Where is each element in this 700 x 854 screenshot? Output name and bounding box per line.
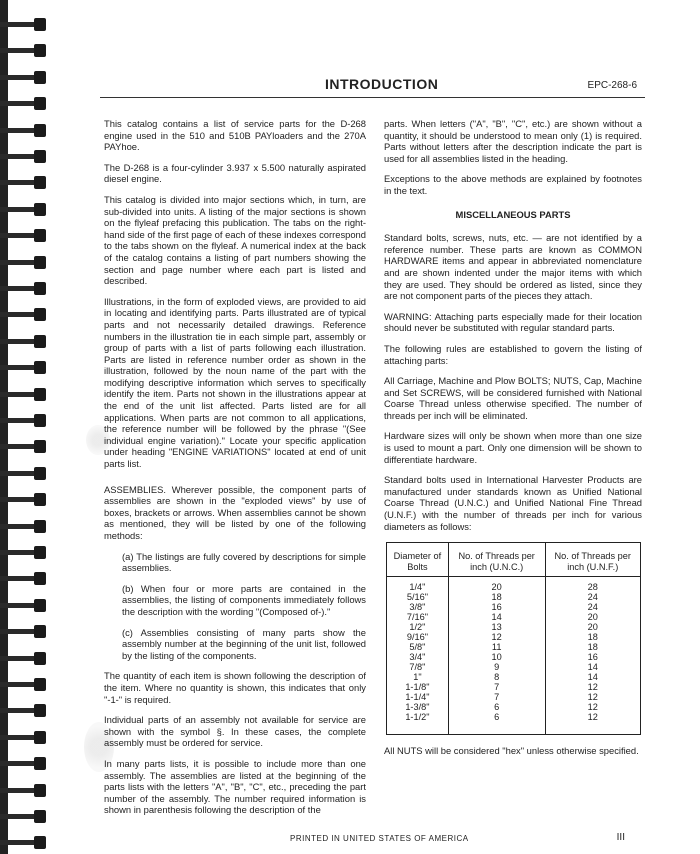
- section-heading: MISCELLANEOUS PARTS: [455, 208, 571, 220]
- binding-ring: [0, 520, 50, 533]
- binding-ring: [0, 810, 50, 823]
- paragraph: Hardware sizes will only be shown when more than one size is used to mount a part. Only one dimension will be shown to differentiate hardware.: [384, 430, 642, 465]
- binding-ring: [0, 176, 50, 189]
- binding-ring: [0, 335, 50, 348]
- binding-ring: [0, 308, 50, 321]
- method-item: (b) When four or more parts are contained in the assemblies, the listing of components immediately follows the description with the wording "(Composed of-).": [122, 582, 366, 617]
- table-cell: 8: [448, 672, 545, 682]
- page-title: INTRODUCTION: [325, 76, 439, 92]
- column-header: No. of Threads per inch (U.N.F.): [545, 543, 641, 577]
- table-cell: 18: [545, 642, 641, 652]
- table-cell: 12: [448, 632, 545, 642]
- table-header-row: [387, 543, 641, 577]
- spiral-binding: [0, 0, 60, 854]
- binding-ring: [0, 704, 50, 717]
- table-cell: 5/16": [387, 592, 449, 602]
- table-cell: 9: [448, 662, 545, 672]
- table-row: [387, 652, 641, 662]
- binding-ring: [0, 203, 50, 216]
- table-cell: 1-1/2": [387, 712, 449, 735]
- table-cell: 14: [545, 662, 641, 672]
- binding-ring: [0, 652, 50, 665]
- binding-ring: [0, 97, 50, 110]
- paragraph: The quantity of each item is shown following the description of the item. Where no quantity is shown, this indicates that only "-1-" is required.: [104, 670, 366, 705]
- table-row: [387, 577, 641, 593]
- binding-ring: [0, 678, 50, 691]
- table-cell: 13: [448, 622, 545, 632]
- table-cell: 1-1/8": [387, 682, 449, 692]
- binding-ring: [0, 18, 50, 31]
- paragraph: This catalog contains a list of service parts for the D-268 engine used in the 510 and 510B PAYloaders and the 270A PAYhoe.: [104, 118, 366, 153]
- table-cell: 7/8": [387, 662, 449, 672]
- table-cell: 12: [545, 702, 641, 712]
- table-cell: 12: [545, 692, 641, 702]
- table-cell: 16: [545, 652, 641, 662]
- paragraph: Standard bolts, screws, nuts, etc. — are not identified by a reference number. These parts are known as COMMON HARDWARE items and appear in abbreviated nomenclature and are shown indented under the major items with which they are used. They should be ordered as listed, since they are not component parts of the pieces they attach.: [384, 232, 642, 302]
- paragraph: In many parts lists, it is possible to include more than one assembly. The assemblies are listed at the beginning of the parts lists with the letters "A", "B", "C", etc., preceding the part number of the assembly. The number required information is shown in parenthesis following the description of the: [104, 757, 366, 816]
- table-cell: 1-1/4": [387, 692, 449, 702]
- binding-ring: [0, 150, 50, 163]
- table-cell: 1/2": [387, 622, 449, 632]
- column-header: No. of Threads per inch (U.N.C.): [448, 543, 545, 577]
- right-column: [384, 118, 642, 766]
- table-cell: 3/4": [387, 652, 449, 662]
- table-cell: 14: [448, 612, 545, 622]
- table-cell: 6: [448, 702, 545, 712]
- table-cell: 7: [448, 692, 545, 702]
- table-cell: 18: [448, 592, 545, 602]
- paragraph: Individual parts of an assembly not available for service are shown with the symbol §. In these cases, the complete assembly must be ordered for service.: [104, 714, 366, 749]
- binding-ring: [0, 414, 50, 427]
- table-cell: 24: [545, 592, 641, 602]
- table-row: [387, 602, 641, 612]
- paragraph: This catalog is divided into major sections which, in turn, are sub-divided into units. A listing of the major sections is shown on the flyleaf prefacing this publication. The tabs on the right-hand side of the first page of each of these indexes correspond to the tabs shown on the flyleaf. A numerical index at the back of the catalog contains a listing of part numbers showing the section and page number where each part is listed and described.: [104, 193, 366, 287]
- table-row: [387, 672, 641, 682]
- table-cell: 12: [545, 682, 641, 692]
- table-row: [387, 632, 641, 642]
- table-cell: 20: [545, 612, 641, 622]
- table-cell: 24: [545, 602, 641, 612]
- method-item: (a) The listings are fully covered by descriptions for simple assemblies.: [122, 550, 366, 574]
- binding-ring: [0, 71, 50, 84]
- page-number: III: [616, 832, 625, 843]
- warning-paragraph: WARNING: Attaching parts especially made for their location should never be substituted with regular standard parts.: [384, 310, 642, 334]
- method-item: (c) Assemblies consisting of many parts show the assembly number at the beginning of the unit list, followed by the listing of the components.: [122, 626, 366, 661]
- binding-ring: [0, 440, 50, 453]
- binding-ring: [0, 784, 50, 797]
- table-row: [387, 692, 641, 702]
- table-cell: 16: [448, 602, 545, 612]
- table-cell: 12: [545, 712, 641, 735]
- binding-ring: [0, 731, 50, 744]
- left-column: [104, 118, 366, 825]
- table-row: [387, 642, 641, 652]
- table-cell: 20: [545, 622, 641, 632]
- column-header: Diameter of Bolts: [387, 543, 449, 577]
- binding-ring: [0, 599, 50, 612]
- binding-ring: [0, 256, 50, 269]
- table-cell: 9/16": [387, 632, 449, 642]
- table-row: [387, 622, 641, 632]
- table-row: [387, 712, 641, 735]
- table-row: [387, 682, 641, 692]
- table-cell: 1/4": [387, 577, 449, 593]
- table-cell: 5/8": [387, 642, 449, 652]
- table-row: [387, 702, 641, 712]
- table-row: [387, 662, 641, 672]
- nuts-note: All NUTS will be considered "hex" unless otherwise specified.: [384, 745, 639, 757]
- paragraph: The following rules are established to govern the listing of attaching parts:: [384, 342, 642, 366]
- paragraph: Standard bolts used in International Harvester Products are manufactured under standards known as Unified National Coarse Thread (U.N.C.) and Unified National Fine Thread (U.N.F.) with the number of threads per inch for various diameters as follows:: [384, 474, 642, 532]
- table-cell: 10: [448, 652, 545, 662]
- binding-ring: [0, 757, 50, 770]
- table-cell: 3/8": [387, 602, 449, 612]
- binding-ring: [0, 388, 50, 401]
- table-row: [387, 592, 641, 602]
- binding-ring: [0, 282, 50, 295]
- binding-ring: [0, 836, 50, 849]
- binding-ring: [0, 572, 50, 585]
- binding-ring: [0, 493, 50, 506]
- table-cell: 7/16": [387, 612, 449, 622]
- table-cell: 1-3/8": [387, 702, 449, 712]
- binding-ring: [0, 467, 50, 480]
- table-cell: 1": [387, 672, 449, 682]
- table-cell: 6: [448, 712, 545, 735]
- table-cell: 7: [448, 682, 545, 692]
- binding-ring: [0, 44, 50, 57]
- title-rule: [100, 97, 645, 98]
- document-page: [100, 70, 645, 850]
- table-cell: 14: [545, 672, 641, 682]
- paragraph: The D-268 is a four-cylinder 3.937 x 5.500 naturally aspirated diesel engine.: [104, 161, 366, 185]
- binding-ring: [0, 361, 50, 374]
- printed-notice: PRINTED IN UNITED STATES OF AMERICA: [290, 834, 469, 843]
- table-cell: 20: [448, 577, 545, 593]
- table-row: [387, 612, 641, 622]
- paragraph: parts. When letters ("A", "B", "C", etc.) are shown without a quantity, it should be understood to mean only (1) is required. Parts without letters after the description indicate the part is used for all assemblies listed in the heading.: [384, 118, 642, 164]
- paragraph: ASSEMBLIES. Wherever possible, the component parts of assemblies are shown in the "exploded views" by use of boxes, brackets or arrows. When assemblies cannot be shown as mentioned, they will be listed by one of the following methods:: [104, 483, 366, 541]
- binding-ring: [0, 625, 50, 638]
- binding-ring: [0, 546, 50, 559]
- catalog-code: EPC-268-6: [587, 80, 637, 91]
- table-cell: 28: [545, 577, 641, 593]
- paragraph: All Carriage, Machine and Plow BOLTS; NUTS, Cap, Machine and Set SCREWS, will be considered furnished with National Coarse Thread unless otherwise specified. The number of threads per inch will be eliminated.: [384, 375, 642, 421]
- paragraph: Exceptions to the above methods are explained by footnotes in the text.: [384, 173, 642, 196]
- binding-ring: [0, 124, 50, 137]
- thread-table: [386, 542, 641, 735]
- table-cell: 18: [545, 632, 641, 642]
- table-cell: 11: [448, 642, 545, 652]
- binding-ring: [0, 229, 50, 242]
- paragraph: Illustrations, in the form of exploded views, are provided to aid in locating and identifying parts. Parts illustrated are of typical parts and not necessarily detailed drawings. Reference numbers in the illustration tie in each simple part, assembly or group of parts with a list of parts following each illustration. Parts are listed in reference number order as shown in the illustration, followed by the noun name of the part with the modifying descriptive information which serves to specifically identify the item. Parts not shown in the illustrations appear at the end of the unit list affected. Parts listed are for all applications. When parts are not common to all applications, the reference number will be followed by the phrase "(See individual engine variation)." Locate your specific application under heading "ENGINE VARIATIONS" located at end of unit parts list.: [104, 295, 366, 470]
